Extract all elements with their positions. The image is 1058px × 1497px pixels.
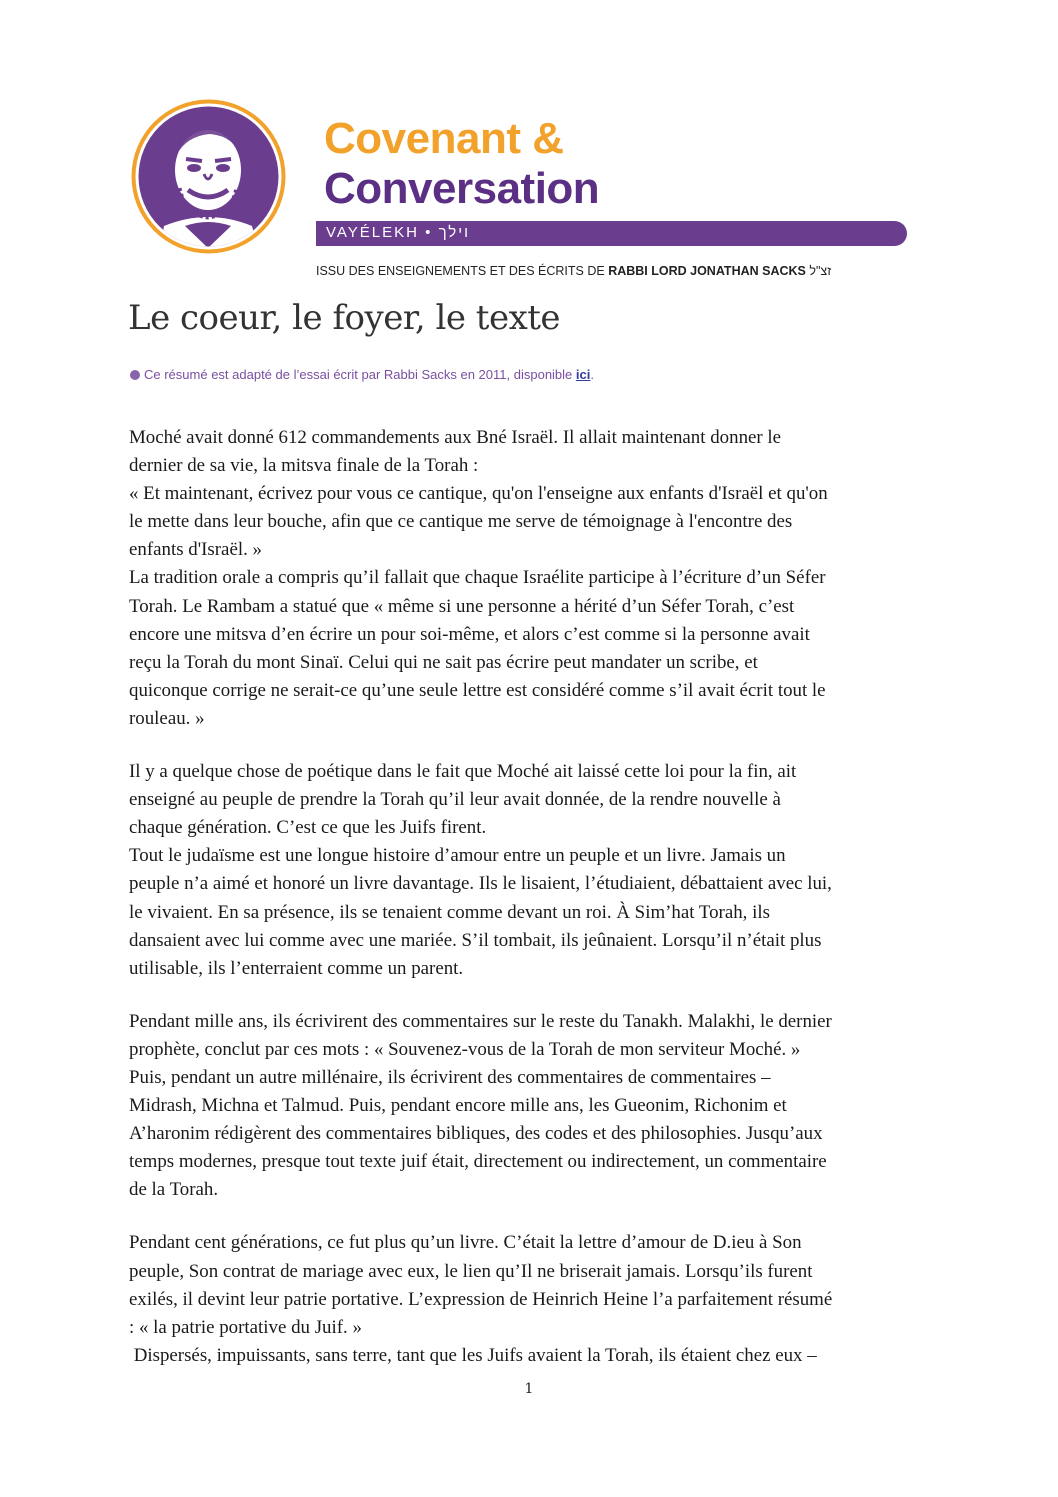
parasha-bar	[316, 221, 907, 246]
text-line: La tradition orale a compris qu’il fallait que chaque Israélite participe à l’écriture d’un Séfer	[129, 567, 826, 589]
attribution-prefix: ISSU DES ENSEIGNEMENTS ET DES ÉCRITS DE	[316, 264, 609, 278]
text-line: exilés, il devint leur patrie portative. L’expression de Heinrich Heine l’a parfaitement résumé	[129, 1288, 833, 1310]
paragraph	[129, 1008, 929, 1205]
text-line: Torah. Le Rambam a statué que « même si une personne a hérité d’un Séfer Torah, c’est	[129, 595, 795, 617]
text-line: dernier de sa vie, la mitsva finale de la Torah :	[129, 455, 479, 477]
text-line: le vivaient. En sa présence, ils se tenaient comme devant un roi. À Sim’hat Torah, ils	[129, 901, 770, 923]
text-line: reçu la Torah du mont Sinaï. Celui qui ne sait pas écrire peut mandater un scribe, et	[129, 651, 758, 673]
text-line: rouleau. »	[129, 707, 205, 729]
article-body	[129, 424, 929, 1395]
text-line: Dispersés, impuissants, sans terre, tant que les Juifs avaient la Torah, ils étaient chez eux –	[129, 1344, 817, 1366]
text-line: temps modernes, presque tout texte juif était, directement ou indirectement, un commentaire	[129, 1151, 827, 1173]
text-line: dansaient avec lui comme avec une mariée. S’il tombait, ils jeûnaient. Lorsqu’il n’était plus	[129, 929, 822, 951]
text-line: enfants d'Israël. »	[129, 539, 262, 561]
paragraph	[129, 758, 929, 983]
attribution-name: RABBI LORD JONATHAN SACKS	[608, 264, 806, 278]
parasha-label: VAYÉLEKH • וילך	[326, 224, 471, 241]
text-line: peuple, Son contrat de mariage avec eux, le lien qu’Il ne briserait jamais. Lorsqu’ils furent	[129, 1260, 813, 1282]
attribution-suffix: זצ"ל	[805, 264, 832, 278]
newsletter-header	[0, 0, 1058, 300]
text-line: chaque génération. C’est ce que les Juifs firent.	[129, 817, 487, 839]
article-title: Le coeur, le foyer, le texte	[128, 298, 561, 338]
text-line: Tout le judaïsme est une longue histoire d’amour entre un peuple et un livre. Jamais un	[129, 845, 786, 867]
text-line: quiconque corrige ne serait-ce qu’une seule lettre est considéré comme s’il avait écrit tout le	[129, 679, 826, 701]
text-line: encore une mitsva d’en écrire un pour soi-même, et alors c’est comme si la personne avait	[129, 623, 810, 645]
text-line: utilisable, ils l’enterraient comme un parent.	[129, 957, 464, 979]
brand-title-line2: Conversation	[324, 164, 600, 213]
text-line: le mette dans leur bouche, afin que ce cantique me serve de témoignage à l'encontre des	[129, 511, 793, 533]
source-link[interactable]: ici	[575, 367, 591, 382]
paragraph	[129, 1229, 929, 1369]
text-line: Moché avait donné 612 commandements aux Bné Israël. Il allait maintenant donner le	[129, 427, 782, 448]
text-line: A’haronim rédigèrent des commentaires bibliques, des codes et des philosophies. Jusqu’aux	[129, 1123, 823, 1145]
attribution-line	[316, 264, 831, 278]
text-line: enseigné au peuple de prendre la Torah qu’il leur avait donnée, de la rendre nouvelle à	[129, 789, 781, 811]
paragraph	[129, 424, 929, 733]
source-note-end: .	[590, 367, 594, 382]
bullet-dot-icon	[130, 370, 140, 380]
rabbi-sacks-portrait	[130, 98, 287, 255]
text-line: « Et maintenant, écrivez pour vous ce cantique, qu'on l'enseigne aux enfants d'Israël et qu'on	[129, 483, 828, 505]
text-line: prophète, conclut par ces mots : « Souvenez-vous de la Torah de mon serviteur Moché. »	[129, 1038, 801, 1060]
text-line: Il y a quelque chose de poétique dans le fait que Moché ait laissé cette loi pour la fin, ait	[129, 761, 797, 783]
source-note-text: Ce résumé est adapté de l’essai écrit par Rabbi Sacks en 2011, disponible	[144, 367, 576, 382]
text-line: Puis, pendant un autre millénaire, ils écrivirent des commentaires de commentaires –	[129, 1066, 771, 1088]
brand-title-line1: Covenant &	[324, 114, 564, 163]
text-line: Pendant cent générations, ce fut plus qu’un livre. C’était la lettre d’amour de D.ieu à Son	[129, 1232, 802, 1254]
text-line: peuple n’a aimé et honoré un livre davantage. Ils le lisaient, l’étudiaient, débattaient avec lui,	[129, 873, 832, 895]
text-line: de la Torah.	[129, 1179, 219, 1201]
text-line: : « la patrie portative du Juif. »	[129, 1316, 362, 1338]
text-line: Pendant mille ans, ils écrivirent des commentaires sur le reste du Tanakh. Malakhi, le dernier	[129, 1010, 832, 1032]
page-number: 1	[524, 1381, 534, 1397]
source-note	[130, 367, 594, 382]
text-line: Midrash, Michna et Talmud. Puis, pendant encore mille ans, les Gueonim, Richonim et	[129, 1095, 787, 1117]
